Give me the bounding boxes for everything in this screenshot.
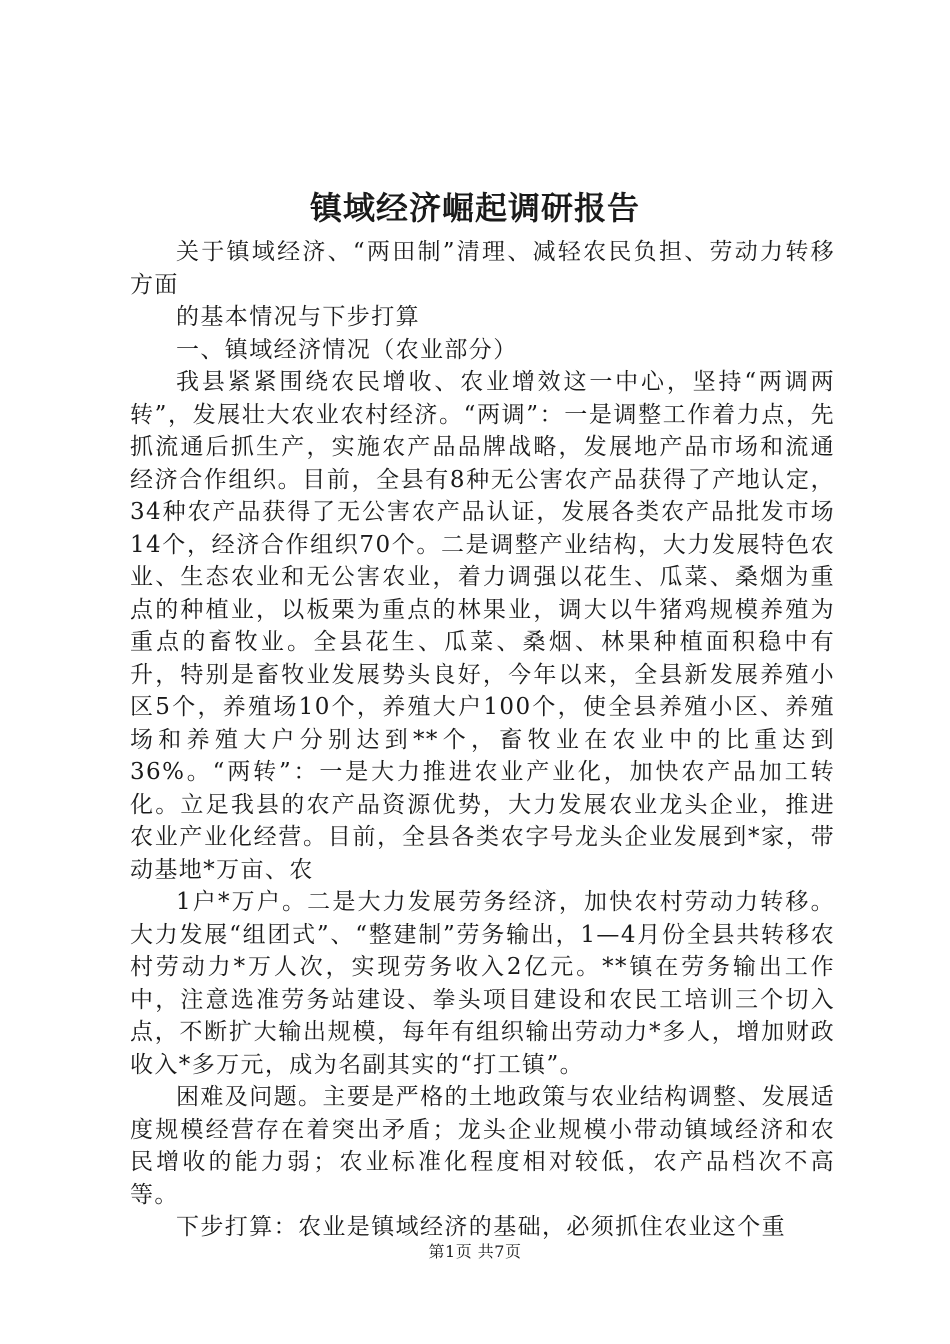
paragraph-labor: 1户*万户。二是大力发展劳务经济，加快农村劳动力转移。大力发展“组团式”、“整建制”劳务输出，1—4月份全县共转移农村劳动力*万人次，实现劳务收入2亿元。**镇在劳务输出工作中，注意选准劳务站建设、拳头项目建设和农民工培训三个切入点，不断扩大输出规模，每年有组织输出劳动力*多人，增加财政收入*多万元，成为名副其实的“打工镇”。 — [130, 889, 835, 1078]
page-number-footer: 第1页 共7页 — [428, 1242, 522, 1261]
section-heading: 一、镇域经济情况（农业部分） — [176, 336, 518, 363]
document-body — [130, 236, 835, 1244]
paragraph-next-steps: 下步打算：农业是镇域经济的基础，必须抓住农业这个重 — [176, 1214, 786, 1240]
paragraph-intro-line2: 的基本情况与下步打算 — [176, 304, 420, 330]
paragraph-agriculture: 我县紧紧围绕农民增收、农业增效这一中心，坚持“两调两转”，发展壮大农业农村经济。“两调”：一是调整工作着力点，先抓流通后抓生产，实施农产品品牌战略，发展地产品市场和流通经济合作组织。目前，全县有8种无公害农产品获得了产地认定，34种农产品获得了无公害农产品认证，发展各类农产品批发市场14个，经济合作组织70个。二是调整产业结构，大力发展特色农业、生态农业和无公害农业，着力调强以花生、瓜菜、桑烟为重点的种植业，以板栗为重点的林果业，调大以牛猪鸡规模养殖为重点的畜牧业。全县花生、瓜菜、桑烟、林果种植面积稳中有升，特别是畜牧业发展势头良好，今年以来，全县新发展养殖小区5个，养殖场10个，养殖大户100个，使全县养殖小区、养殖场和养殖大户分别达到**个，畜牧业在农业中的比重达到36%。“两转”：一是大力推进农业产业化，加快农产品加工转化。立足我县的农产品资源优势，大力发展农业龙头企业，推进农业产业化经营。目前，全县各类农字号龙头企业发展到*家，带动基地*万亩、农 — [130, 369, 835, 883]
paragraph-problems: 困难及问题。主要是严格的土地政策与农业结构调整、发展适度规模经营存在着突出矛盾；龙头企业规模小带动镇域经济和农民增收的能力弱；农业标准化程度相对较低，农产品档次不高等。 — [130, 1084, 835, 1208]
paragraph-intro-line1: 关于镇域经济、“两田制”清理、减轻农民负担、劳动力转移方面 — [130, 239, 835, 298]
document-title: 镇域经济崛起调研报告 — [309, 189, 640, 227]
